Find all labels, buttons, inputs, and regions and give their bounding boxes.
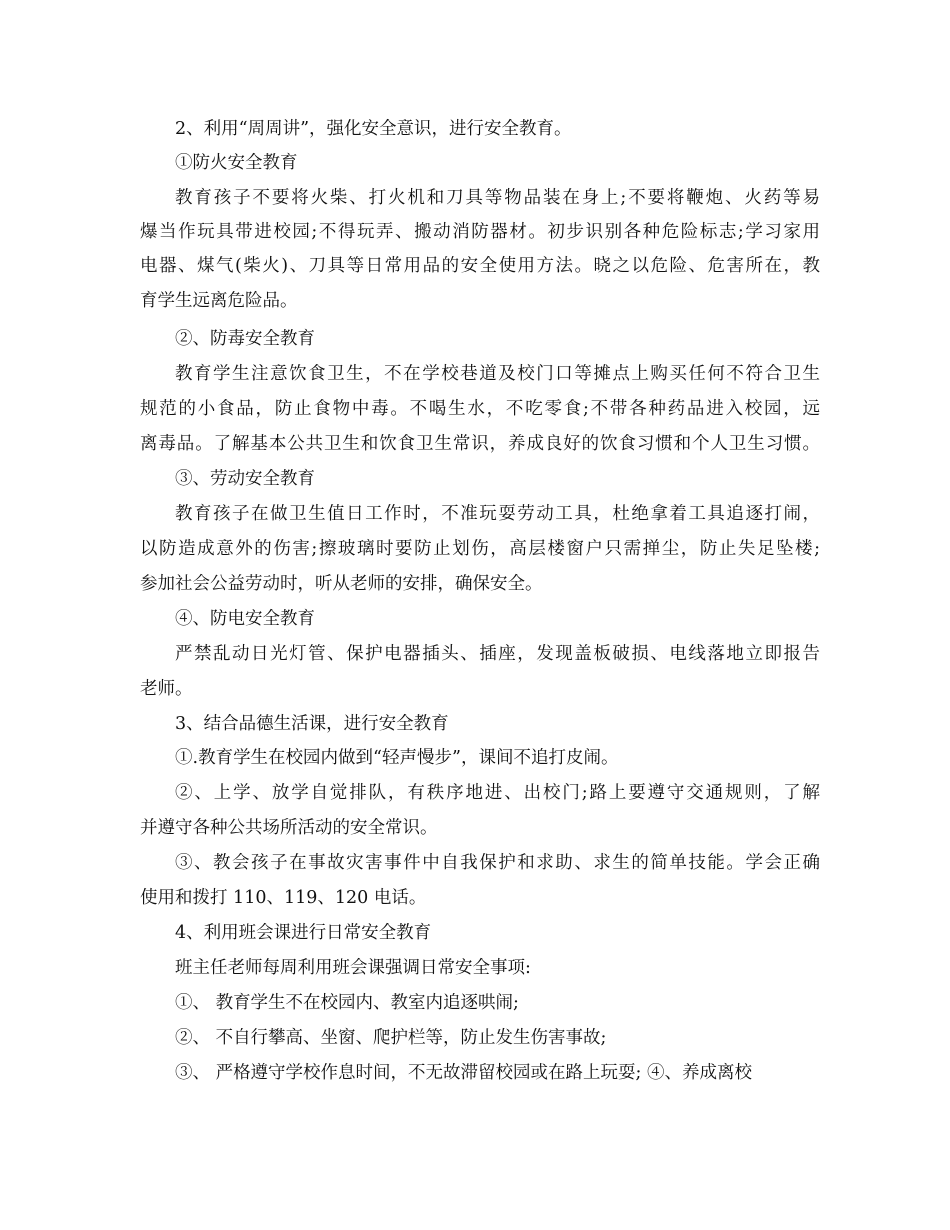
paragraph-line: 教育孩子在做卫生值日工作时，不准玩耍劳动工具，杜绝拿着工具追逐打闹， bbox=[175, 504, 820, 524]
subheading-fire-safety: ①防火安全教育 bbox=[175, 153, 298, 173]
paragraph-line: 规范的小食品，防止食物中毒。不喝生水，不吃零食;不带各种药品进入校园，远 bbox=[140, 399, 820, 419]
subheading-labor-safety: ③、劳动安全教育 bbox=[175, 469, 315, 489]
section-heading-4: 4、利用班会课进行日常安全教育 bbox=[175, 923, 432, 943]
paragraph-line: 以防造成意外的伤害;擦玻璃时要防止划伤，高层楼窗户只需掸尘，防止失足坠楼; bbox=[140, 539, 820, 559]
list-item: ③、 严格遵守学校作息时间，不无故滞留校园或在路上玩耍; ④、养成离校 bbox=[175, 1063, 753, 1083]
paragraph-line: 参加社会公益劳动时，听从老师的安排，确保安全。 bbox=[140, 574, 543, 594]
subheading-electric-safety: ④、防电安全教育 bbox=[175, 609, 315, 629]
subheading-poison-safety: ②、防毒安全教育 bbox=[175, 329, 315, 349]
paragraph-line: 老师。 bbox=[140, 679, 193, 699]
paragraph-line: 电器、煤气(柴火)、刀具等日常用品的安全使用方法。晓之以危险、危害所在，教 bbox=[140, 256, 820, 276]
list-item: ①.教育学生在校园内做到“轻声慢步”，课间不追打皮闹。 bbox=[175, 748, 619, 768]
paragraph-line: 班主任老师每周利用班会课强调日常安全事项: bbox=[175, 958, 531, 978]
paragraph-line: 并遵守各种公共场所活动的安全常识。 bbox=[140, 818, 438, 838]
list-item: ①、 教育学生不在校园内、教室内追逐哄闹; bbox=[175, 993, 519, 1013]
section-heading-2: 2、利用“周周讲”，强化安全意识，进行安全教育。 bbox=[175, 119, 572, 139]
paragraph-line: 爆当作玩具带进校园;不得玩弄、搬动消防器材。初步识别各种危险标志;学习家用 bbox=[140, 222, 820, 242]
paragraph-line: 教育孩子不要将火柴、打火机和刀具等物品装在身上;不要将鞭炮、火药等易 bbox=[175, 188, 820, 208]
paragraph-line: 离毒品。了解基本公共卫生和饮食卫生常识，养成良好的饮食习惯和个人卫生习惯。 bbox=[140, 434, 820, 454]
list-item: ②、上学、放学自觉排队，有秩序地进、出校门;路上要遵守交通规则，了解 bbox=[175, 783, 820, 803]
list-item: ③、教会孩子在事故灾害事件中自我保护和求助、求生的简单技能。学会正确 bbox=[175, 853, 820, 873]
list-item: ②、 不自行攀高、坐窗、爬护栏等，防止发生伤害事故; bbox=[175, 1028, 607, 1048]
paragraph-line: 严禁乱动日光灯管、保护电器插头、插座，发现盖板破损、电线落地立即报告 bbox=[175, 644, 820, 664]
paragraph-line: 育学生远离危险品。 bbox=[140, 291, 298, 311]
section-heading-3: 3、结合品德生活课，进行安全教育 bbox=[175, 714, 449, 734]
paragraph-line: 教育学生注意饮食卫生，不在学校巷道及校门口等摊点上购买任何不符合卫生 bbox=[175, 364, 820, 384]
paragraph-line: 使用和拨打 110、119、120 电话。 bbox=[140, 888, 427, 908]
